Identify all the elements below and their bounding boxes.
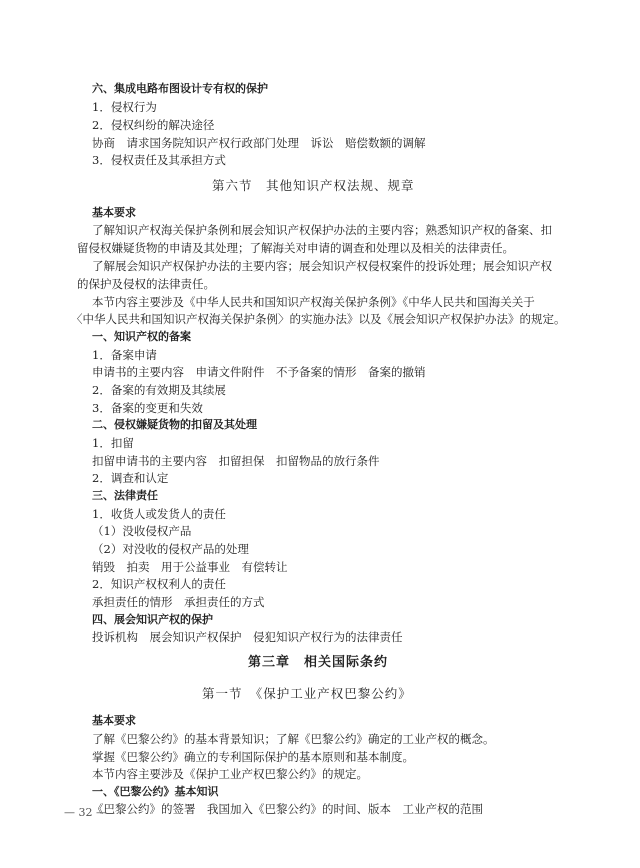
text-line: 了解知识产权海关保护条例和展会知识产权保护办法的主要内容；熟悉知识产权的备案、扣 [92,223,552,237]
text-line: 的保护及侵权的法律责任。 [77,277,215,291]
text-line: 承担责任的情形 承担责任的方式 [92,595,265,609]
text-line: 3．备案的变更和失效 [92,401,203,415]
text-line: 扣留申请书的主要内容 扣留担保 扣留物品的放行条件 [92,454,380,468]
text-line: 2．调查和认定 [92,471,169,485]
text-line: 本节内容主要涉及《保护工业产权巴黎公约》的规定。 [92,767,368,781]
text-line: 《巴黎公约》的签署 我国加入《巴黎公约》的时间、版本 工业产权的范围 [92,802,483,816]
text-line: 本节内容主要涉及《中华人民共和国知识产权海关保护条例》《中华人民共和国海关关于 [92,295,535,309]
text-line: 3．侵权责任及其承担方式 [92,153,226,167]
text-line: （1）没收侵权产品 [92,524,192,538]
chapter-title: 第三章 相关国际条约 [248,655,389,670]
text-line: 1．侵权行为 [92,100,157,114]
subheading: 基本要求 [92,206,136,219]
section-title: 第一节 《保护工业产权巴黎公约》 [202,686,412,701]
text-line: （2）对没收的侵权产品的处理 [92,542,249,556]
text-line: 2．备案的有效期及其续展 [92,383,226,397]
text-line: 销毁 拍卖 用于公益事业 有偿转让 [92,560,288,574]
text-line: 留侵权嫌疑货物的申请及其处理；了解海关对申请的调查和处理以及相关的法律责任。 [77,241,514,255]
text-line: 申请书的主要内容 申请文件附件 不予备案的情形 备案的撤销 [92,365,426,379]
text-line: 掌握《巴黎公约》确立的专利国际保护的基本原则和基本制度。 [92,750,414,764]
section-title: 第六节 其他知识产权法规、规章 [212,178,415,193]
text-line: 〈中华人民共和国知识产权海关保护条例〉的实施办法》以及《展会知识产权保护办法》的规定。 [71,312,566,326]
heading-ic-layout: 六、集成电路布图设计专有权的保护 [92,82,268,95]
text-line: 了解展会知识产权保护办法的主要内容；展会知识产权侵权案件的投诉处理；展会知识产权 [92,259,552,273]
heading: 四、展会知识产权的保护 [92,613,213,626]
text-line: 2．知识产权权利人的责任 [92,577,226,591]
heading: 三、法律责任 [92,489,158,502]
heading: 二、侵权嫌疑货物的扣留及其处理 [92,418,257,431]
heading: 一、知识产权的备案 [92,330,191,343]
text-line: 2．侵权纠纷的解决途径 [92,118,215,132]
heading: 一、《巴黎公约》基本知识 [92,785,219,798]
text-line: 1．扣留 [92,436,134,450]
text-line: 1．收货人或发货人的责任 [92,507,226,521]
text-line: 协商 请求国务院知识产权行政部门处理 诉讼 赔偿数额的调解 [92,136,426,150]
text-line: 1．备案申请 [92,348,157,362]
text-line: 投诉机构 展会知识产权保护 侵犯知识产权行为的法律责任 [92,630,403,644]
page-number: — 32 — [64,806,107,819]
text-line: 了解《巴黎公约》的基本背景知识；了解《巴黎公约》确定的工业产权的概念。 [92,732,495,746]
subheading: 基本要求 [92,714,136,727]
